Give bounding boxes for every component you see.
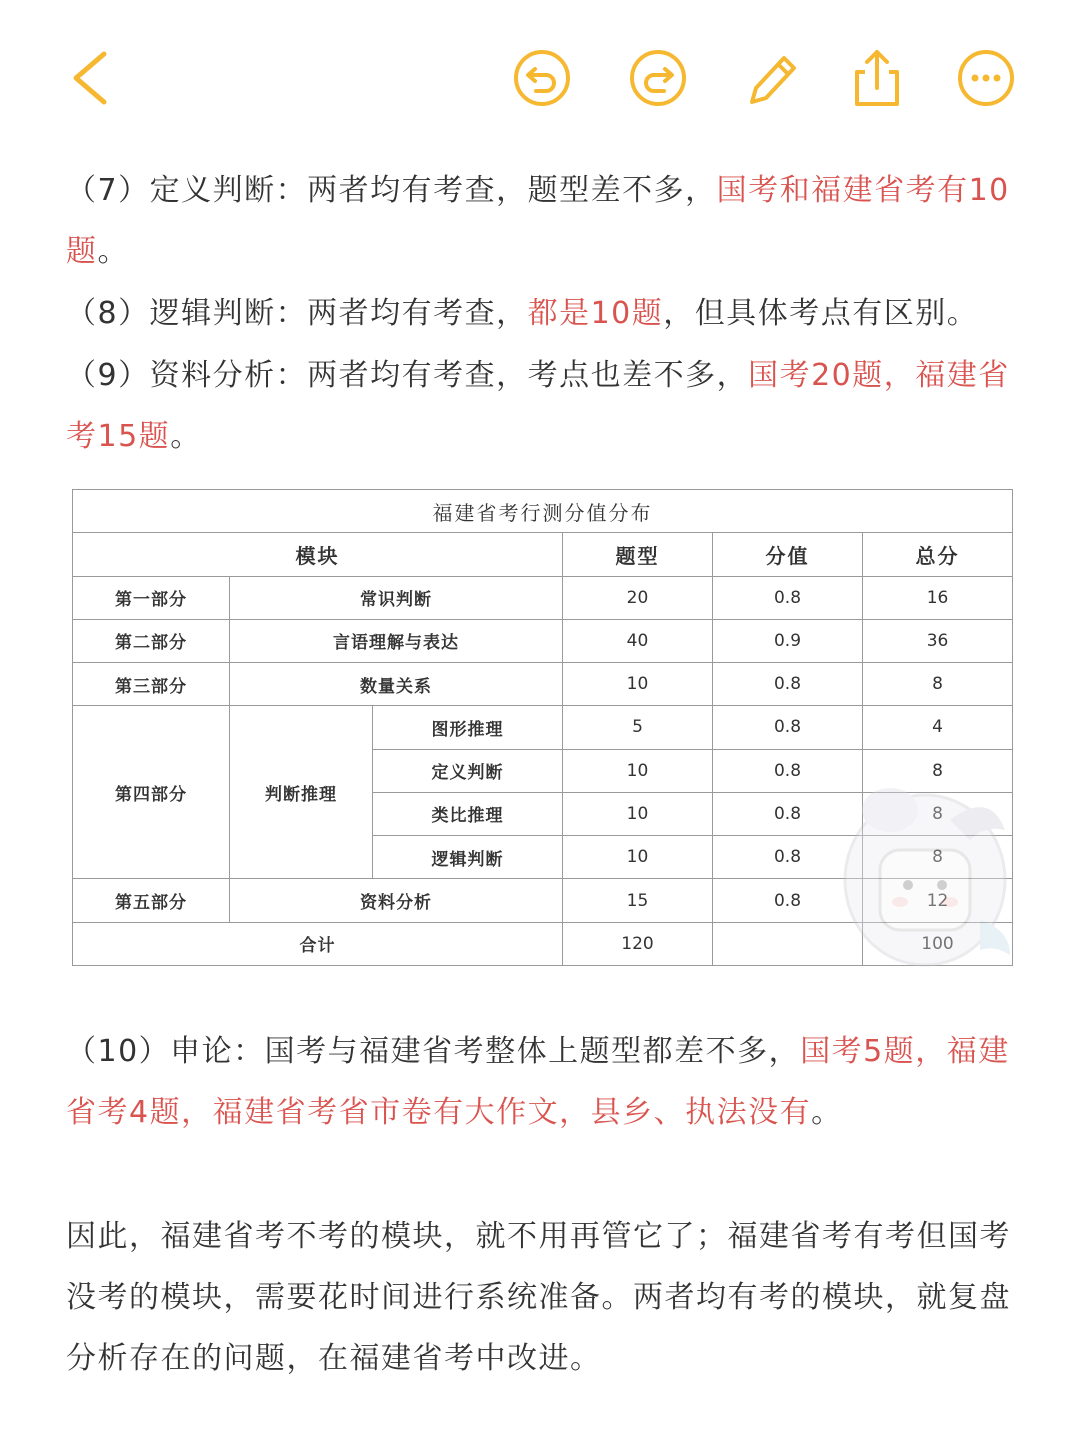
row-score: 0.8 <box>713 576 863 619</box>
row-module: 逻辑判断 <box>373 836 563 879</box>
header-score: 分值 <box>713 533 863 576</box>
more-icon[interactable] <box>952 44 1020 112</box>
paragraph-7 <box>66 160 1014 282</box>
row-module: 图形推理 <box>373 706 563 749</box>
row-score: 0.8 <box>713 879 863 922</box>
p7-highlight: 国考和福建省考有10题 <box>66 173 1010 269</box>
pencil-icon[interactable] <box>738 44 806 112</box>
redo-icon[interactable] <box>624 44 692 112</box>
sum-count: 120 <box>563 922 713 965</box>
row-total: 36 <box>863 619 1013 662</box>
p9-suffix: 。 <box>170 419 202 454</box>
row-group: 判断推理 <box>230 706 373 879</box>
row-score: 0.8 <box>713 663 863 706</box>
row-module: 言语理解与表达 <box>230 619 563 662</box>
table-row <box>73 576 1013 619</box>
row-module: 类比推理 <box>373 792 563 835</box>
header-module: 模块 <box>73 533 563 576</box>
row-total: 16 <box>863 576 1013 619</box>
row-count: 5 <box>563 706 713 749</box>
sum-total: 100 <box>863 922 1013 965</box>
p8-highlight: 都是10题 <box>527 296 664 331</box>
row-count: 15 <box>563 879 713 922</box>
row-count: 10 <box>563 749 713 792</box>
p8-suffix: ，但具体考点有区别。 <box>663 296 979 331</box>
row-part: 第四部分 <box>73 706 230 879</box>
row-total: 8 <box>863 663 1013 706</box>
table-row <box>73 879 1013 922</box>
undo-icon[interactable] <box>508 44 576 112</box>
row-total: 12 <box>863 879 1013 922</box>
p10-suffix: 。 <box>811 1095 843 1130</box>
row-score: 0.8 <box>713 706 863 749</box>
row-part: 第三部分 <box>73 663 230 706</box>
row-total: 8 <box>863 749 1013 792</box>
row-score: 0.8 <box>713 792 863 835</box>
row-count: 40 <box>563 619 713 662</box>
paragraph-10 <box>66 1021 1014 1143</box>
row-total: 8 <box>863 792 1013 835</box>
conclusion-paragraph: 因此，福建省考不考的模块，就不用再管它了；福建省考有考但国考没考的模块，需要花时间进行系统准备。两者均有考的模块，就复盘分析存在的问题，在福建省考中改进。 <box>66 1219 1011 1376</box>
row-part: 第一部分 <box>73 576 230 619</box>
table-sum-row <box>73 922 1013 965</box>
table-title: 福建省考行测分值分布 <box>73 490 1013 533</box>
p7-suffix: 。 <box>97 234 129 269</box>
p10-prefix: （10）申论：国考与福建省考整体上题型都差不多， <box>66 1034 801 1069</box>
table-row <box>73 663 1013 706</box>
row-score: 0.9 <box>713 619 863 662</box>
header-count: 题型 <box>563 533 713 576</box>
p8-prefix: （8）逻辑判断：两者均有考查， <box>66 296 528 331</box>
row-module: 资料分析 <box>230 879 563 922</box>
p9-highlight: 国考20题，福建省考15题 <box>66 358 1010 454</box>
chevron-left-icon[interactable] <box>56 44 124 112</box>
row-count: 10 <box>563 792 713 835</box>
paragraph-9 <box>66 345 1014 467</box>
p7-prefix: （7）定义判断：两者均有考查，题型差不多， <box>66 173 717 208</box>
score-table <box>72 489 1013 966</box>
score-table-image <box>72 489 1012 966</box>
row-part: 第二部分 <box>73 619 230 662</box>
row-count: 10 <box>563 663 713 706</box>
sum-score <box>713 922 863 965</box>
paragraph-8 <box>66 283 1014 344</box>
row-module: 常识判断 <box>230 576 563 619</box>
share-icon[interactable] <box>843 44 911 112</box>
sum-label: 合计 <box>73 922 563 965</box>
header-total: 总分 <box>863 533 1013 576</box>
row-module: 数量关系 <box>230 663 563 706</box>
row-score: 0.8 <box>713 836 863 879</box>
row-total: 8 <box>863 836 1013 879</box>
row-count: 20 <box>563 576 713 619</box>
row-module: 定义判断 <box>373 749 563 792</box>
p10-highlight: 国考5题，福建省考4题，福建省考省市卷有大作文，县乡、执法没有 <box>66 1034 1010 1130</box>
table-row <box>73 619 1013 662</box>
row-score: 0.8 <box>713 749 863 792</box>
row-part: 第五部分 <box>73 879 230 922</box>
top-toolbar <box>0 0 1080 150</box>
row-count: 10 <box>563 836 713 879</box>
row-total: 4 <box>863 706 1013 749</box>
table-row <box>73 706 1013 749</box>
p9-prefix: （9）资料分析：两者均有考查，考点也差不多， <box>66 358 749 393</box>
